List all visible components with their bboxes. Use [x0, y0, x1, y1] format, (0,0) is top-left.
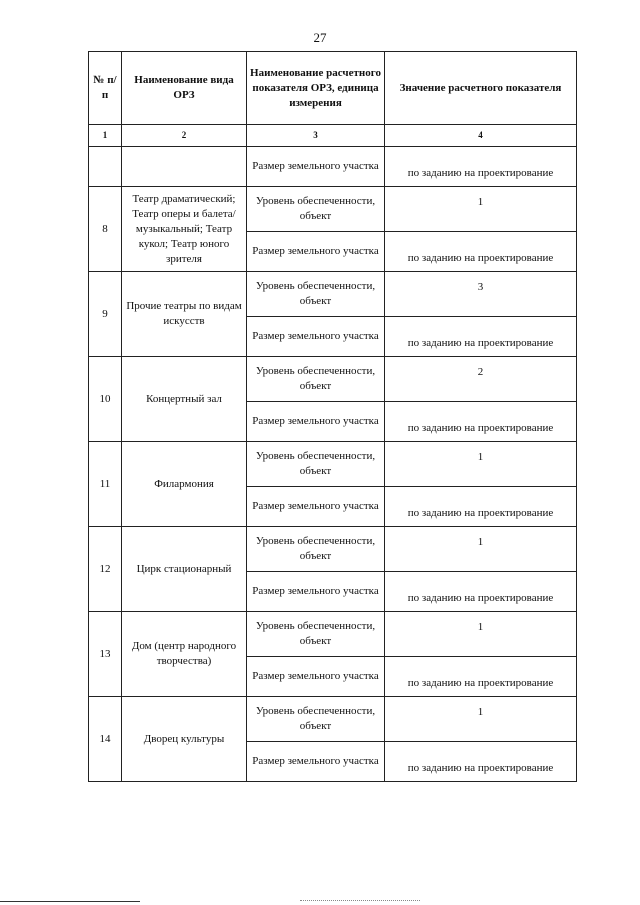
table-row [89, 442, 577, 487]
table-header-row [89, 52, 577, 125]
table-row [89, 272, 577, 317]
page-bottom-rule [0, 901, 140, 902]
orz-name: Концертный зал [122, 357, 247, 442]
table-row [89, 357, 577, 402]
indicator-value: 1 [385, 697, 577, 742]
indicator-label: Размер земельного участка [247, 742, 385, 782]
header-indicator-name: Наименование расчетного показателя ОРЗ, единица измерения [247, 52, 385, 125]
row-number: 8 [89, 187, 122, 272]
indicator-label: Уровень обеспеченности, объект [247, 187, 385, 232]
header-indicator-value: Значение расчетного показателя [385, 52, 577, 125]
column-number: 1 [89, 125, 122, 147]
orz-name: Дворец культуры [122, 697, 247, 782]
row-number: 13 [89, 612, 122, 697]
orz-name: Цирк стационарный [122, 527, 247, 612]
indicator-value: 1 [385, 187, 577, 232]
page-bottom-dots [300, 900, 420, 901]
indicator-value: по заданию на проектирование [385, 657, 577, 697]
indicator-label: Уровень обеспеченности, объект [247, 272, 385, 317]
indicator-value: 3 [385, 272, 577, 317]
indicator-label: Размер земельного участка [247, 572, 385, 612]
column-number: 4 [385, 125, 577, 147]
table-row [89, 187, 577, 232]
orz-name: Дом (центр народного творчества) [122, 612, 247, 697]
indicator-label: Размер земельного участка [247, 657, 385, 697]
indicator-label: Размер земельного участка [247, 487, 385, 527]
indicator-value: по заданию на проектирование [385, 572, 577, 612]
indicator-value: по заданию на проектирование [385, 232, 577, 272]
indicator-value: 2 [385, 357, 577, 402]
row-number: 10 [89, 357, 122, 442]
table-row [89, 612, 577, 657]
row-number: 14 [89, 697, 122, 782]
row-number: 9 [89, 272, 122, 357]
indicator-value: 1 [385, 527, 577, 572]
indicator-label: Размер земельного участка [247, 317, 385, 357]
row-number: 11 [89, 442, 122, 527]
indicator-label: Уровень обеспеченности, объект [247, 612, 385, 657]
orz-name: Филармония [122, 442, 247, 527]
indicator-label: Уровень обеспеченности, объект [247, 442, 385, 487]
orz-name: Прочие театры по видам искусств [122, 272, 247, 357]
indicator-value: по заданию на проектирование [385, 402, 577, 442]
orz-name [122, 147, 247, 187]
column-numbers-row [89, 125, 577, 147]
indicator-label: Уровень обеспеченности, объект [247, 357, 385, 402]
row-number [89, 147, 122, 187]
header-orz-type: Наименование вида ОРЗ [122, 52, 247, 125]
indicator-label: Уровень обеспеченности, объект [247, 527, 385, 572]
indicator-value: по заданию на проектирование [385, 147, 577, 187]
table-row [89, 527, 577, 572]
page-number: 27 [313, 30, 327, 45]
header-row-number: № п/п [89, 52, 122, 125]
indicator-label: Уровень обеспеченности, объект [247, 697, 385, 742]
column-number: 3 [247, 125, 385, 147]
orz-name: Театр драматический; Театр оперы и балета/музыкальный; Театр кукол; Театр юного зрителя [122, 187, 247, 272]
indicator-value: 1 [385, 612, 577, 657]
indicator-value: по заданию на проектирование [385, 742, 577, 782]
indicator-value: по заданию на проектирование [385, 317, 577, 357]
table-row [89, 697, 577, 742]
row-number: 12 [89, 527, 122, 612]
column-number: 2 [122, 125, 247, 147]
indicator-label: Размер земельного участка [247, 402, 385, 442]
indicator-value: 1 [385, 442, 577, 487]
indicator-value: по заданию на проектирование [385, 487, 577, 527]
indicator-label: Размер земельного участка [247, 147, 385, 187]
continuation-row [89, 147, 577, 187]
indicator-label: Размер земельного участка [247, 232, 385, 272]
orz-indicators-table [88, 51, 577, 782]
